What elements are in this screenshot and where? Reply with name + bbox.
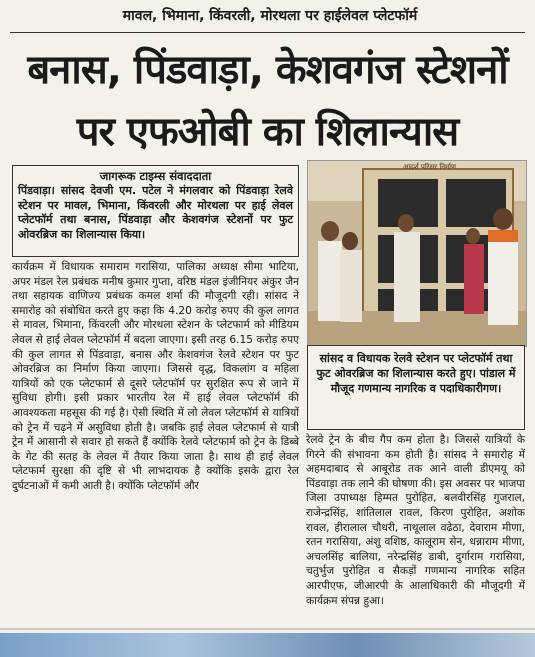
bottom-ad-strip	[0, 633, 535, 657]
kicker: मावल, भिमाना, किंवरली, मोरथला पर हाईलेवल प्लेटफॉर्म	[122, 8, 418, 24]
photo-caption: सांसद व विधायक रेलवे स्टेशन पर प्लेटफॉर्म तथा फुट ओवरब्रिज का शिलान्यास करते हुए। पांडाल में मौजूद गणमान्य नागरिक व पदाधिकारीगण।	[307, 345, 525, 430]
photo-sign-text: आदर्श परिसर निर्माण	[403, 163, 457, 171]
news-photo	[307, 160, 527, 347]
bottom-rule	[0, 628, 535, 630]
headline-line2: पर एफओबी का शिलान्यास	[76, 109, 459, 155]
body-column-1: कार्यक्रम में विधायक समाराम गरासिया, पालिका अध्यक्ष सीमा भाटिया, अपर मंडल रेल प्रबंधक मनीष कुमार गुप्ता, वरिष्ठ मंडल इंजीनियर अंकुर जैन तथा सहायक वाणिज्य प्रबंधक कमल शर्मा की मौजूदगी रही। सांसद ने समारोह को संबोधित करते हुए कहा कि 4.20 करोड़ रुपए की कुल लागत से मावल, भिमाना, किंवरली और मोरथला स्टेशन के प्लेटफार्म को मीडियम लेवल से हाई लेवल प्लेटफॉर्म में बदला जाएगा। इसी तरह 6.15 करोड़ रुपए की कुल लागत से पिंडवाड़ा, बनास और केशवगंज रेलवे स्टेशन पर फुट ओवरब्रिज का निर्माण किया जाएगा। जिससे वृद्ध, विकलांग व महिला यात्रियों को एक प्लेटफार्म से दूसरे प्लेटफॉर्म पर सुरक्षित रूप से जाने में सुविधा होगी। इसी प्रकार भारतीय रेल में हाई लेवल प्लेटफॉर्म की आवश्यकता महसूस की गई है। ऐसी स्थिति में लो लेवल प्लेटफॉर्म से यात्रियों को ट्रेन में चढ़ने में असुविधा होती है। जबकि हाई लेवल प्लेटफार्म से यात्री ट्रेन में आसानी से सवार हो सकते हैं क्योंकि रेलवे प्लेटफार्म को ट्रेन के डिब्बे के गेट की सतह के लेवल में तैयार किया जाता है। साथ ही हाई लेवल प्लेटफार्म सुरक्षा की दृष्टि से भी लाभदायक है क्योंकि इसके द्वारा रेल दुर्घटनाओं में कमी आती है। क्योंकि प्लेटफॉर्म और	[12, 261, 299, 492]
top-rule	[10, 32, 525, 33]
lead-box	[12, 165, 299, 257]
byline: जागरूक टाइम्स संवाददाता	[99, 169, 212, 183]
body-column-2: रेलवे ट्रेन के बीच गैप कम होता है। जिससे यात्रियों के गिरने की संभावना कम होती है। सांसद ने समारोह में अहमदाबाद से आबूरोड तक आने वाली डीएमयू को पिंडवाड़ा तक लाने की घोषणा की। इस अवसर पर भाजपा जिला उपाध्यक्ष हिम्मत पुरोहित, बलवीरसिंह गुजराल, राजेन्द्रसिंह, शांतिलाल रावल, किरण पुरोहित, अशोक रावल, हीरालाल चौधरी, नाथूलाल वढेठा, देवाराम मीणा, रतन गरासिया, अंशु वशिष्ठ, कालूराम सेन, धन्नाराम मीणा, अचलसिंह बालिया, नरेन्द्रसिंह डाबी, दुर्गाराम गरासिया, चतुर्भुज पुरोहित व सैकड़ों गणमान्य नागरिक सहित आरपीएफ, जीआरपी के आलाधिकारी की मौजूदगी में कार्यक्रम संपन्न हुआ।	[306, 434, 525, 607]
headline-line1: बनास, पिंडवाड़ा, केशवगंज स्टेशनों	[27, 47, 508, 93]
lead-paragraph: पिंडवाड़ा। सांसद देवजी एम. पटेल ने मंगलवार को पिंडवाड़ा रेलवे स्टेशन पर मावल, भिमाना, किंवरली और मोरथला पर हाई लेवल प्लेटफॉर्म तथा बनास, पिंडवाड़ा और केशवगंज स्टेशनों पर फुट ओवरब्रिज का शिलान्यास किया।	[18, 184, 293, 241]
